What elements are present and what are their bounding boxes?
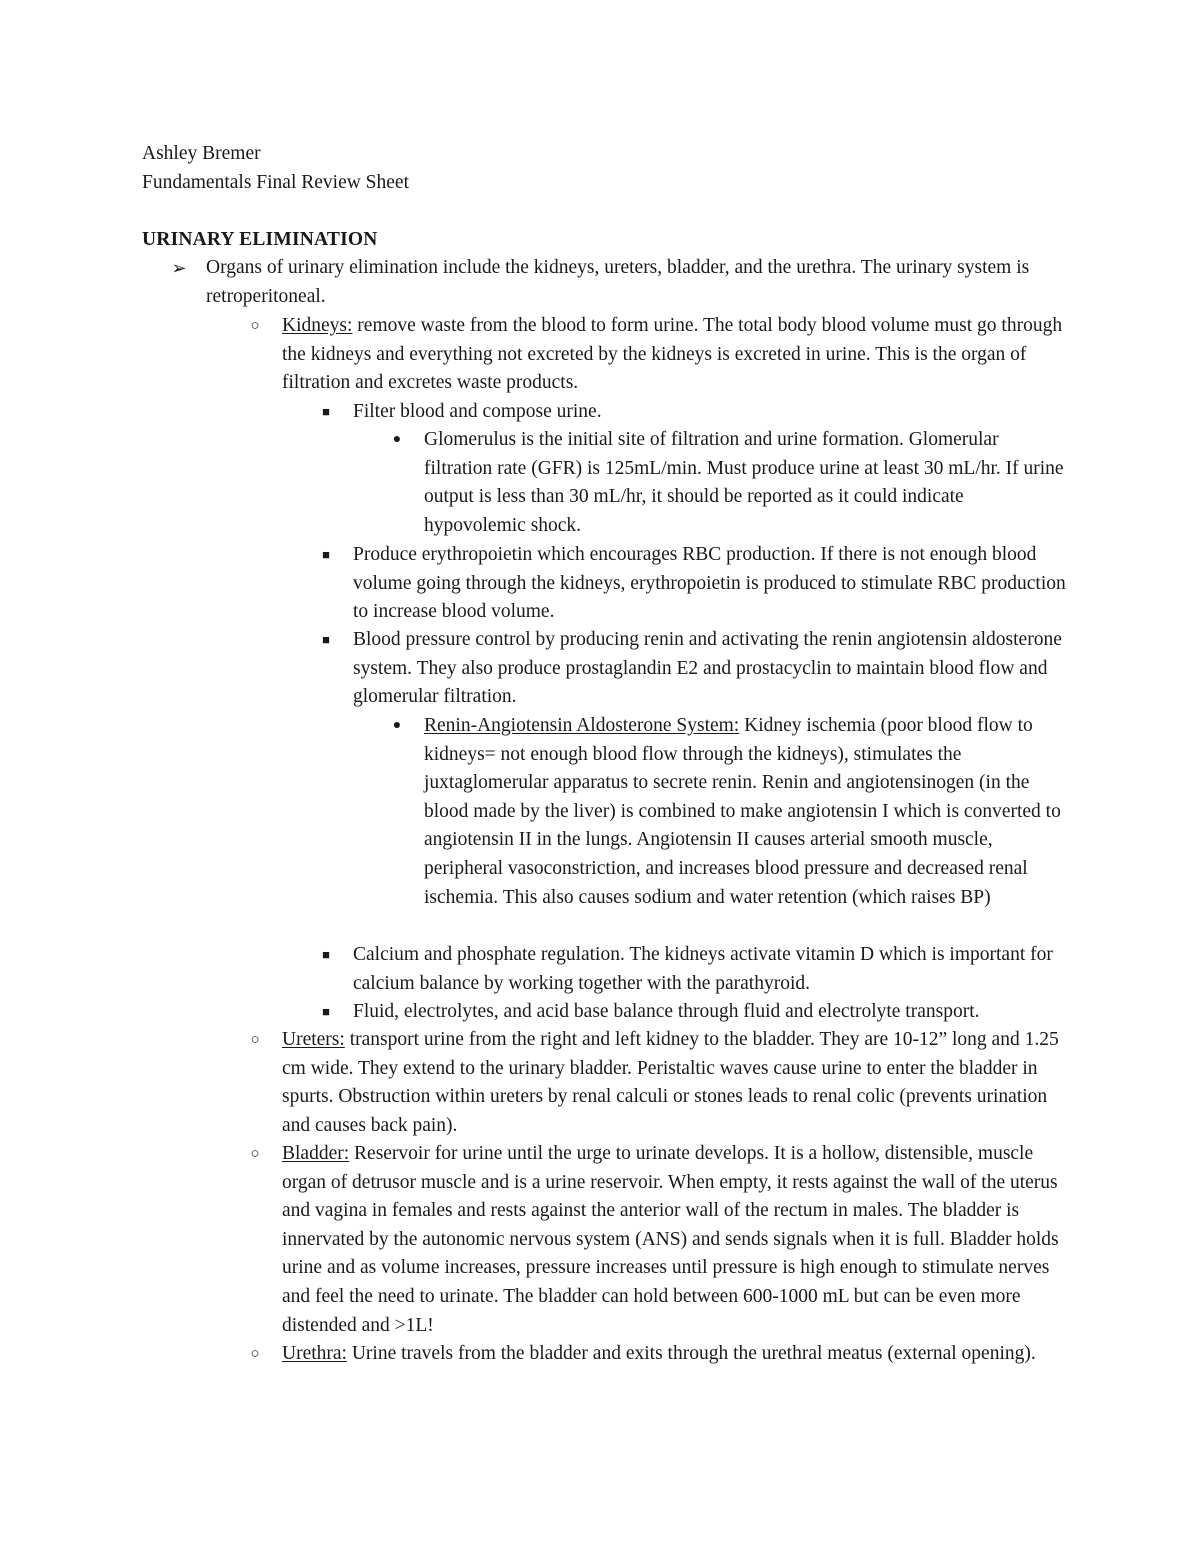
term-urethra: Urethra: bbox=[282, 1343, 347, 1364]
dot-bullet-icon: ● bbox=[392, 432, 402, 447]
list-item-calcium bbox=[322, 941, 1067, 998]
term-kidneys: Kidneys: bbox=[282, 315, 353, 336]
list-item-raas bbox=[392, 712, 1064, 912]
document-title: Fundamentals Final Review Sheet bbox=[142, 172, 410, 193]
item-text: Glomerulus is the initial site of filtration and urine formation. Glomerular filtration rate (GFR) is 125mL/min. Must produce urine at least 30 mL/hr. If urine output is less than 30 mL/hr, it should be reported as it could indicate hypovolemic shock. bbox=[424, 429, 1064, 536]
item-text: Produce erythropoietin which encourages RBC production. If there is not enough blood volume going through the kidneys, erythropoietin is produced to stimulate RBC production to increase blood volume. bbox=[353, 544, 1066, 623]
author-name: Ashley Bremer bbox=[142, 143, 261, 164]
term-raas: Renin-Angiotensin Aldosterone System: bbox=[424, 715, 740, 736]
list-item-glomerulus bbox=[392, 426, 1064, 540]
item-text: Organs of urinary elimination include the kidneys, ureters, bladder, and the urethra. The urinary system is retroperitoneal. bbox=[206, 257, 1030, 307]
square-bullet-icon: ■ bbox=[322, 547, 330, 562]
square-bullet-icon: ■ bbox=[322, 947, 330, 962]
circle-bullet-icon: ○ bbox=[250, 1146, 260, 1162]
square-bullet-icon: ■ bbox=[322, 632, 330, 647]
list-item-urethra bbox=[250, 1340, 1067, 1369]
section-heading: URINARY ELIMINATION bbox=[142, 229, 378, 250]
list-item-bp-control bbox=[322, 626, 1067, 712]
circle-bullet-icon: ○ bbox=[250, 1346, 260, 1362]
list-item-kidneys bbox=[250, 312, 1067, 398]
item-text: Reservoir for urine until the urge to urinate develops. It is a hollow, distensible, muscle organ of detrusor muscle and is a urine reservoir. When empty, it rests against the wall of the uterus and vagina in females and rests against the anterior wall of the rectum in males. The bladder is innervated by the autonomic nervous system (ANS) and sends signals when it is full. Bladder holds urine and as volume increases, pressure increases until pressure is high enough to stimulate nerves and feel the need to urinate. The bladder can hold between 600-1000 mL but can be even more distended and >1L! bbox=[282, 1143, 1059, 1336]
term-ureters: Ureters: bbox=[282, 1029, 345, 1050]
square-bullet-icon: ■ bbox=[322, 404, 330, 419]
item-text: Fluid, electrolytes, and acid base balance through fluid and electrolyte transport. bbox=[353, 1001, 980, 1022]
list-item-filter bbox=[322, 398, 1067, 427]
list-item-fluid bbox=[322, 998, 1067, 1027]
circle-bullet-icon: ○ bbox=[250, 1032, 260, 1048]
square-bullet-icon: ■ bbox=[322, 1004, 330, 1019]
item-text: Kidney ischemia (poor blood flow to kidneys= not enough blood flow through the kidneys), stimulates the juxtaglomerular apparatus to secrete renin. Renin and angiotensinogen (in the blood made by the liver) is combined to make angiotensin I which is converted to angiotensin II in the lungs. Angiotensin II causes arterial smooth muscle, peripheral vasoconstriction, and increases blood pressure and decreased renal ischemia. This also causes sodium and water retention (which raises BP) bbox=[424, 715, 1061, 908]
item-text: remove waste from the blood to form urine. The total body blood volume must go through the kidneys and everything not excreted by the kidneys is excreted in urine. This is the organ of filtration and excretes waste products. bbox=[282, 315, 1063, 394]
item-text: Calcium and phosphate regulation. The kidneys activate vitamin D which is important for calcium balance by working together with the parathyroid. bbox=[353, 944, 1053, 994]
circle-bullet-icon: ○ bbox=[250, 318, 260, 334]
list-item-bladder bbox=[250, 1140, 1067, 1340]
arrow-bullet-icon: ➢ bbox=[171, 258, 187, 278]
list-item-ureters bbox=[250, 1026, 1067, 1140]
dot-bullet-icon: ● bbox=[392, 718, 402, 733]
item-text: Blood pressure control by producing renin and activating the renin angiotensin aldosterone system. They also produce prostaglandin E2 and prostacyclin to maintain blood flow and glomerular filtration. bbox=[353, 629, 1062, 708]
list-item-organs bbox=[171, 254, 1066, 311]
item-text: Urine travels from the bladder and exits through the urethral meatus (external opening). bbox=[346, 1343, 1036, 1364]
item-text: Filter blood and compose urine. bbox=[353, 401, 602, 422]
list-item-erythropoietin bbox=[322, 541, 1067, 627]
term-bladder: Bladder: bbox=[282, 1143, 350, 1164]
item-text: transport urine from the right and left kidney to the bladder. They are 10-12” long and 1.25 cm wide. They extend to the urinary bladder. Peristaltic waves cause urine to enter the bladder in spurts. Obstruction within ureters by renal calculi or stones leads to renal colic (prevents urination and causes back pain). bbox=[282, 1029, 1059, 1136]
